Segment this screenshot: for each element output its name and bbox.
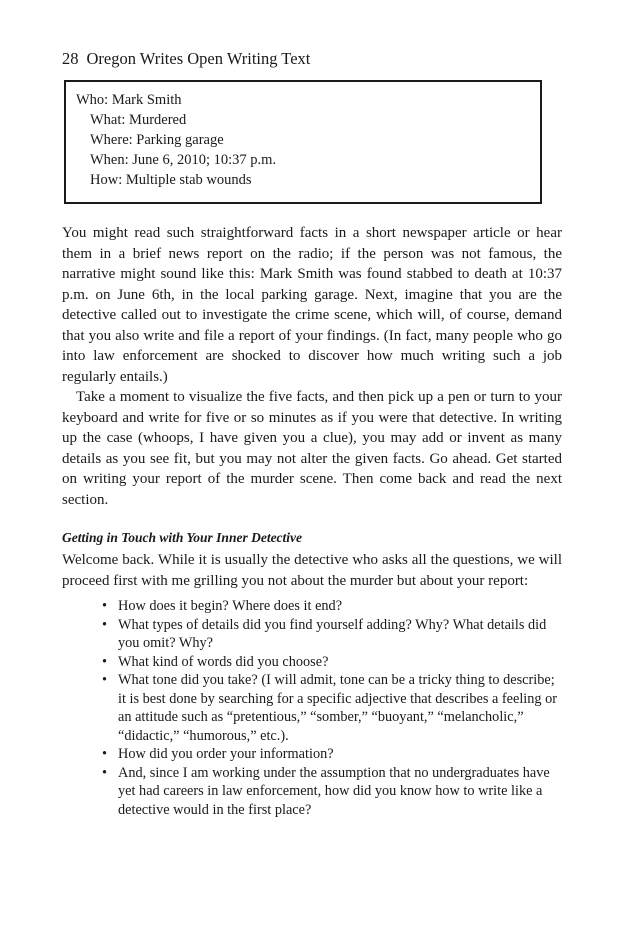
bullet-icon: • [102,616,108,633]
bullet-icon: • [102,746,108,762]
bullet-icon: • [102,764,108,781]
bullet-icon: • [102,598,108,614]
main-text [62,223,562,819]
list-item [102,616,562,653]
bullet-icon: • [102,672,108,688]
list-item-text: What tone did you take? (I will admit, tone can be a tricky thing to describe; it is best done by searching for a specific adjective that describes a feeling or an attitude such as “pretentious,” “somber,” “buoyant,” “melancholic,” “didactic,” “humorous,” etc.). [118,672,558,744]
list-item [102,597,562,616]
running-head [62,48,562,70]
section-heading: Getting in Touch with Your Inner Detective [62,530,303,545]
book-page [62,48,562,819]
list-item [102,671,562,745]
fact-what: What: Murdered [90,112,187,128]
list-item [102,653,562,672]
list-item-text: How did you order your information? [118,746,334,762]
bullet-icon: • [102,653,108,670]
running-title: Oregon Writes Open Writing Text [86,49,311,68]
paragraph-writing-exercise: Take a moment to visualize the five facts, and then pick up a pen or turn to your keyboard and write for five or so minutes as if you were that detective. In writing up the case (whoops, I have given you a clue), you may add or invent as many details as you see fit, but you may not alter the given facts. Go ahead. Get started on writing your report of the murder scene. Then come back and read the next section. [62,389,562,508]
list-item-text: And, since I am working under the assumption that no undergraduates have yet had careers in law enforcement, how did you know how to write like a detective would in the first place? [118,764,550,818]
fact-who: Who: Mark Smith [76,92,182,108]
list-item [102,764,562,820]
page-number: 28 [62,49,79,68]
list-item-text: What types of details did you find yourself adding? Why? What details did you omit? Why? [118,616,547,651]
paragraph-news-report: You might read such straightforward facts in a short newspaper article or hear them in a brief news report on the radio; if the person was not famous, the narrative might sound like this: Mark Smith was found stabbed to death at 10:37 p.m. on June 6th, in the local parking garage. Next, imagine that you are the detective called out to investigate the crime scene, which will, of course, demand that you also write and file a report of your findings. (In fact, many people who go into law enforcement are shocked to discover how much writing such a job regularly entails.) [62,225,562,385]
fact-where: Where: Parking garage [90,132,224,148]
case-facts-box [64,80,542,204]
question-list [62,597,562,819]
fact-how: How: Multiple stab wounds [90,172,252,188]
section-intro: Welcome back. While it is usually the detective who asks all the questions, we will proceed first with me grilling you not about the murder but about your report: [62,552,562,589]
list-item-text: How does it begin? Where does it end? [118,598,343,614]
fact-when: When: June 6, 2010; 10:37 p.m. [90,152,277,168]
list-item [102,745,562,764]
list-item-text: What kind of words did you choose? [118,653,329,670]
